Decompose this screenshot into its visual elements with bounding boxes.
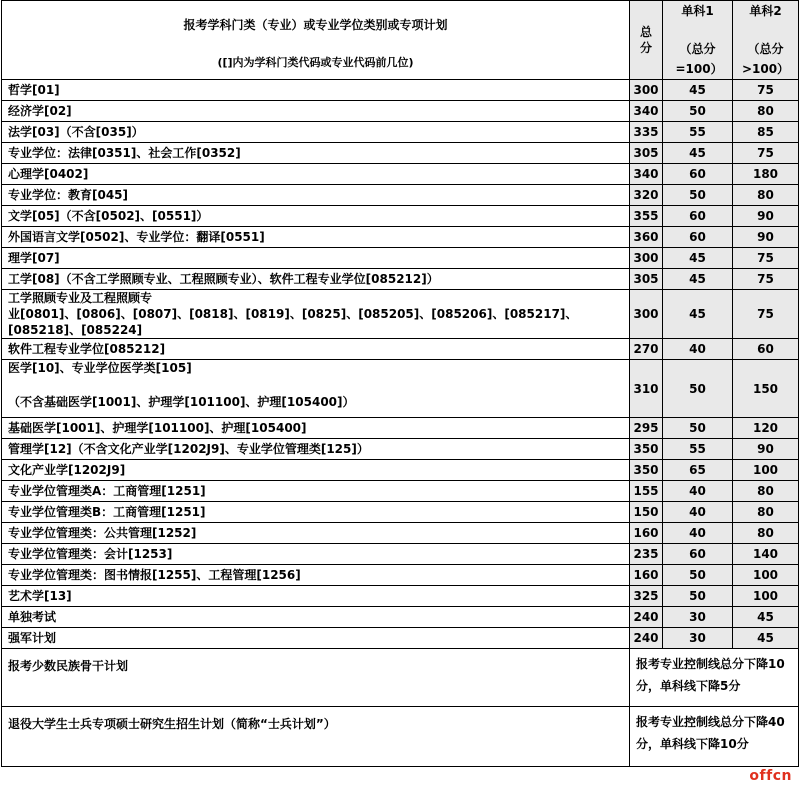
header-category xyxy=(2,1,630,80)
row-total: 240 xyxy=(630,628,663,649)
table-row xyxy=(2,80,799,101)
row-category: 专业学位管理类A：工商管理[1251] xyxy=(2,481,630,502)
row-category: 理学[07] xyxy=(2,248,630,269)
row-category: 文学[05]（不含[0502]、[0551]） xyxy=(2,206,630,227)
special-name: 退役大学生士兵专项硕士研究生招生计划（简称“士兵计划”） xyxy=(2,707,630,767)
table-row xyxy=(2,290,799,339)
row-total: 335 xyxy=(630,122,663,143)
header-single2: 单科2 （总分>100） xyxy=(733,1,799,80)
row-s2: 75 xyxy=(733,290,799,339)
row-s1: 50 xyxy=(663,586,733,607)
table-row xyxy=(2,185,799,206)
row-total: 300 xyxy=(630,290,663,339)
row-s2: 80 xyxy=(733,481,799,502)
row-category: 心理学[0402] xyxy=(2,164,630,185)
row-s2: 45 xyxy=(733,607,799,628)
row-total: 160 xyxy=(630,565,663,586)
row-s2: 150 xyxy=(733,360,799,418)
row-total: 320 xyxy=(630,185,663,206)
row-total: 325 xyxy=(630,586,663,607)
row-category: 专业学位管理类：会计[1253] xyxy=(2,544,630,565)
row-total: 300 xyxy=(630,80,663,101)
header-title: 报考学科门类（专业）或专业学位类别或专项计划 xyxy=(183,18,448,32)
row-total: 270 xyxy=(630,339,663,360)
row-s1: 45 xyxy=(663,269,733,290)
table-row xyxy=(2,523,799,544)
header-single1: 单科1 （总分=100） xyxy=(663,1,733,80)
row-s1: 50 xyxy=(663,101,733,122)
row-s2: 75 xyxy=(733,80,799,101)
table-row xyxy=(2,586,799,607)
special-rule: 报考专业控制线总分下降40分，单科线下降10分 xyxy=(630,707,799,767)
watermark-logo: offcn xyxy=(749,768,792,784)
row-total: 340 xyxy=(630,101,663,122)
table-row xyxy=(2,544,799,565)
row-total: 350 xyxy=(630,439,663,460)
row-s2: 80 xyxy=(733,523,799,544)
row-category: 工学[08]（不含工学照顾专业、工程照顾专业）、软件工程专业学位[085212]） xyxy=(2,269,630,290)
row-s2: 100 xyxy=(733,586,799,607)
row-s1: 45 xyxy=(663,248,733,269)
row-category: 强军计划 xyxy=(2,628,630,649)
row-total: 160 xyxy=(630,523,663,544)
row-s2: 75 xyxy=(733,248,799,269)
row-s1: 60 xyxy=(663,227,733,248)
special-name: 报考少数民族骨干计划 xyxy=(2,649,630,707)
row-total: 350 xyxy=(630,460,663,481)
row-s2: 45 xyxy=(733,628,799,649)
row-total: 300 xyxy=(630,248,663,269)
row-category: 医学[10]、专业学位医学类[105] （不含基础医学[1001]、护理学[101100]、护理[105400]） xyxy=(2,360,630,418)
row-category: 软件工程专业学位[085212] xyxy=(2,339,630,360)
row-category: 外国语言文学[0502]、专业学位：翻译[0551] xyxy=(2,227,630,248)
row-s2: 90 xyxy=(733,206,799,227)
header-total: 总分 xyxy=(630,1,663,80)
row-s2: 75 xyxy=(733,269,799,290)
row-s1: 50 xyxy=(663,565,733,586)
row-s2: 100 xyxy=(733,460,799,481)
row-category: 哲学[01] xyxy=(2,80,630,101)
special-row xyxy=(2,649,799,707)
table-row xyxy=(2,460,799,481)
row-s2: 180 xyxy=(733,164,799,185)
table-row xyxy=(2,122,799,143)
row-s1: 65 xyxy=(663,460,733,481)
row-category: 专业学位：法律[0351]、社会工作[0352] xyxy=(2,143,630,164)
table-row xyxy=(2,206,799,227)
row-category: 单独考试 xyxy=(2,607,630,628)
row-s2: 85 xyxy=(733,122,799,143)
row-s1: 45 xyxy=(663,143,733,164)
row-s1: 50 xyxy=(663,360,733,418)
row-total: 310 xyxy=(630,360,663,418)
row-total: 355 xyxy=(630,206,663,227)
table-row xyxy=(2,227,799,248)
row-s1: 55 xyxy=(663,122,733,143)
table-row xyxy=(2,502,799,523)
row-s1: 50 xyxy=(663,418,733,439)
row-s1: 60 xyxy=(663,544,733,565)
row-category: 艺术学[13] xyxy=(2,586,630,607)
row-s1: 60 xyxy=(663,206,733,227)
row-s1: 40 xyxy=(663,523,733,544)
row-s1: 45 xyxy=(663,290,733,339)
special-rule: 报考专业控制线总分下降10分，单科线下降5分 xyxy=(630,649,799,707)
row-total: 240 xyxy=(630,607,663,628)
row-s2: 140 xyxy=(733,544,799,565)
table-row xyxy=(2,269,799,290)
row-total: 235 xyxy=(630,544,663,565)
row-s2: 75 xyxy=(733,143,799,164)
table-row xyxy=(2,481,799,502)
row-category: 基础医学[1001]、护理学[101100]、护理[105400] xyxy=(2,418,630,439)
score-table xyxy=(1,0,799,767)
row-s1: 40 xyxy=(663,481,733,502)
row-total: 340 xyxy=(630,164,663,185)
table-row xyxy=(2,418,799,439)
row-total: 360 xyxy=(630,227,663,248)
row-s1: 40 xyxy=(663,502,733,523)
row-s1: 30 xyxy=(663,607,733,628)
row-total: 150 xyxy=(630,502,663,523)
row-s1: 50 xyxy=(663,185,733,206)
table-row xyxy=(2,360,799,418)
table-row xyxy=(2,628,799,649)
row-s2: 100 xyxy=(733,565,799,586)
row-total: 295 xyxy=(630,418,663,439)
row-category: 文化产业学[1202J9] xyxy=(2,460,630,481)
row-s2: 60 xyxy=(733,339,799,360)
row-category: 专业学位管理类：公共管理[1252] xyxy=(2,523,630,544)
special-row xyxy=(2,707,799,767)
row-s2: 90 xyxy=(733,227,799,248)
table-row xyxy=(2,565,799,586)
row-s1: 30 xyxy=(663,628,733,649)
row-category: 管理学[12]（不含文化产业学[1202J9]、专业学位管理类[125]） xyxy=(2,439,630,460)
row-category: 经济学[02] xyxy=(2,101,630,122)
row-total: 305 xyxy=(630,143,663,164)
row-s1: 60 xyxy=(663,164,733,185)
table-row xyxy=(2,339,799,360)
row-total: 305 xyxy=(630,269,663,290)
table-row xyxy=(2,164,799,185)
header-row xyxy=(2,1,799,80)
table-row xyxy=(2,101,799,122)
row-s1: 45 xyxy=(663,80,733,101)
row-category: 法学[03]（不含[035]） xyxy=(2,122,630,143)
row-category: 专业学位管理类：图书情报[1255]、工程管理[1256] xyxy=(2,565,630,586)
table-row xyxy=(2,143,799,164)
row-s1: 55 xyxy=(663,439,733,460)
table-row xyxy=(2,607,799,628)
row-s2: 80 xyxy=(733,101,799,122)
table-row xyxy=(2,439,799,460)
row-s2: 120 xyxy=(733,418,799,439)
table-row xyxy=(2,248,799,269)
row-category: 专业学位管理类B：工商管理[1251] xyxy=(2,502,630,523)
row-s2: 90 xyxy=(733,439,799,460)
row-category: 工学照顾专业及工程照顾专 业[0801]、[0806]、[0807]、[0818]、[0819]、[0825]、[085205]、[085206]、[085217]、[085218]、[085224] xyxy=(2,290,630,339)
row-category: 专业学位：教育[045] xyxy=(2,185,630,206)
row-s1: 40 xyxy=(663,339,733,360)
row-s2: 80 xyxy=(733,502,799,523)
row-s2: 80 xyxy=(733,185,799,206)
header-subtitle: ([]内为学科门类代码或专业代码前几位) xyxy=(217,56,414,69)
row-total: 155 xyxy=(630,481,663,502)
